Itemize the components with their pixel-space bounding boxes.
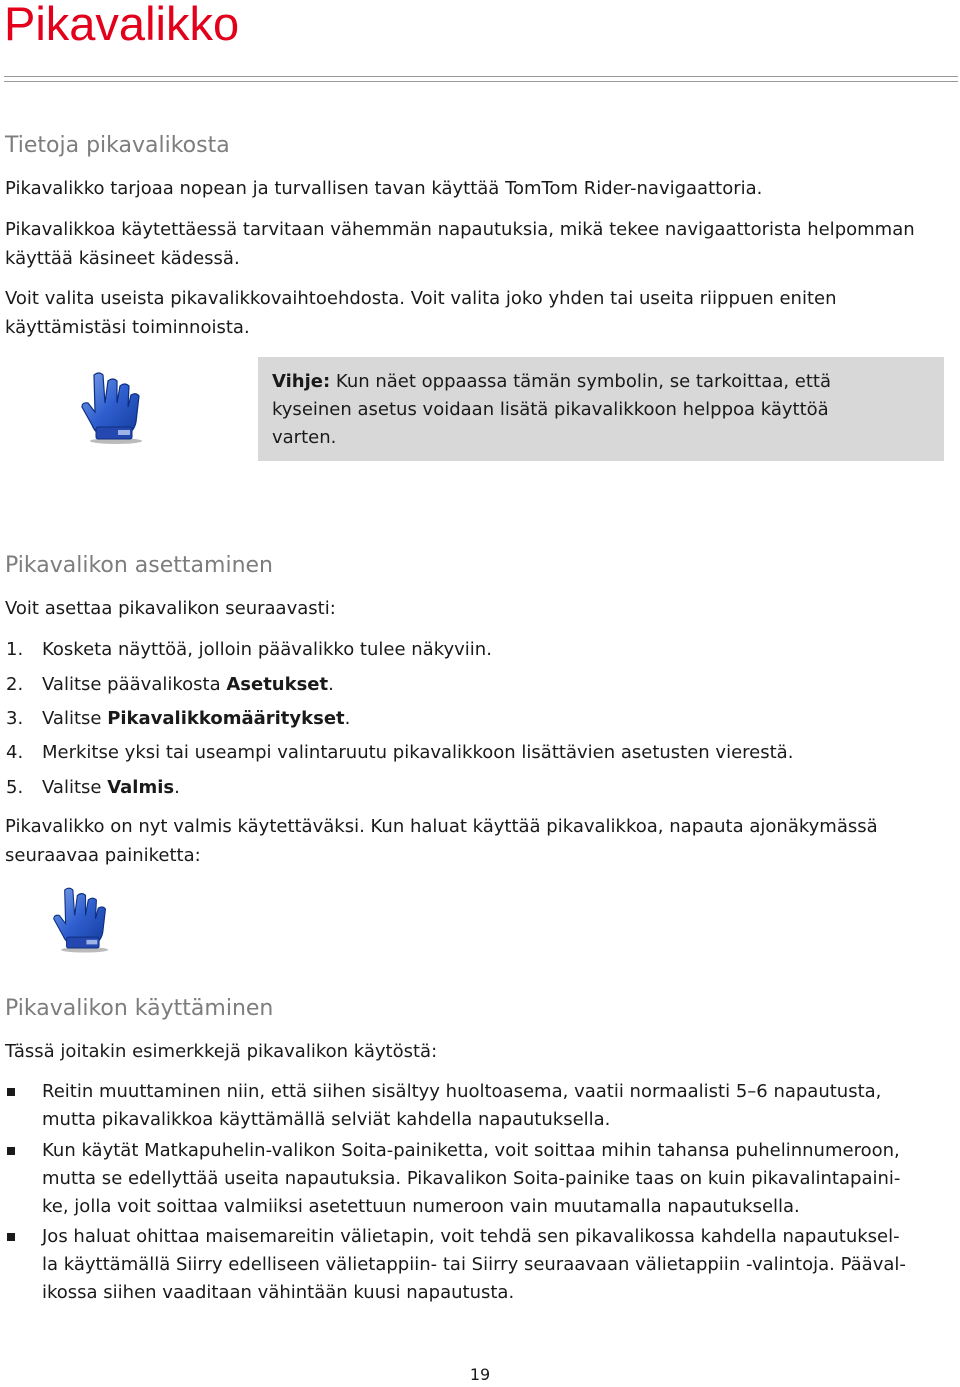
list-item <box>42 1137 960 1221</box>
setup-outro <box>5 813 960 870</box>
step-text <box>42 673 334 697</box>
header-rule-top <box>4 76 958 77</box>
list-item <box>42 1223 960 1307</box>
step-text-plain: Valitse <box>42 708 108 729</box>
step-text-plain: Valitse päävalikosta <box>42 674 227 695</box>
paragraph-fewer-taps-line2: käyttää käsineet kädessä. <box>5 247 240 269</box>
step-number: 2. <box>6 674 24 695</box>
paragraph-options-line2: käyttämistäsi toiminnoista. <box>5 316 250 338</box>
page-title: Pikavalikko <box>4 0 240 50</box>
usage-intro: Tässä joitakin esimerkkejä pikavalikon käytöstä: <box>5 1041 438 1062</box>
section-heading-about: Tietoja pikavalikosta <box>5 133 230 158</box>
setup-outro-line2: seuraavaa painiketta: <box>5 844 201 866</box>
bullet-square-icon <box>7 1233 15 1241</box>
tip-text <box>272 368 937 452</box>
list-item-line: ke, jolla voit soittaa valmiiksi asetettuun numeroon vain muutamalla napautuksella. <box>42 1196 800 1217</box>
setup-intro: Voit asettaa pikavalikon seuraavasti: <box>5 598 336 619</box>
bullet-square-icon <box>7 1088 15 1096</box>
step-number: 5. <box>6 777 24 798</box>
bullet-square-icon <box>7 1147 15 1155</box>
paragraph-fewer-taps <box>5 216 960 273</box>
tip-line3: varten. <box>272 427 337 448</box>
step-text-plain: Valitse <box>42 777 108 798</box>
list-item-line: Jos haluat ohittaa maisemareitin välietapin, voit tehdä sen pikavalikossa kahdella napautuksel- <box>42 1226 900 1247</box>
section-heading-setup: Pikavalikon asettaminen <box>5 553 273 578</box>
step-text <box>42 776 180 800</box>
list-item-line: Reitin muuttaminen niin, että siihen sisältyy huoltoasema, vaatii normaalisti 5–6 napautusta, <box>42 1081 882 1102</box>
quick-menu-button-icon <box>52 883 110 955</box>
step-text: Merkitse yksi tai useampi valintaruutu pikavalikkoon lisättävien asetusten vierestä. <box>42 742 794 763</box>
paragraph-options <box>5 285 960 342</box>
setup-outro-line1: Pikavalikko on nyt valmis käytettäväksi. Kun haluat käyttää pikavalikkoa, napauta ajonäkymässä <box>5 816 878 837</box>
page-number: 19 <box>469 1365 491 1384</box>
step-text-bold: Pikavalikkomääritykset <box>107 708 345 729</box>
tip-line2: kyseinen asetus voidaan lisätä pikavalikkoon helppoa käyttöä <box>272 399 829 420</box>
list-item-line: la käyttämällä Siirry edelliseen välietappiin- tai Siirry seuraavaan välietappiin -valintoja. Pääval- <box>42 1254 906 1275</box>
step-text-after: . <box>174 777 180 798</box>
list-item <box>42 1078 960 1134</box>
step-text-bold: Valmis <box>107 777 175 798</box>
step-number: 1. <box>6 639 24 660</box>
list-item-line: ikossa siihen vaaditaan vähintään kuusi napautusta. <box>42 1282 515 1303</box>
hand-pointer-icon <box>80 369 144 445</box>
step-text-after: . <box>344 708 351 729</box>
step-text <box>42 707 350 731</box>
step-text-bold: Asetukset <box>226 674 329 695</box>
tip-line1: Kun näet oppaassa tämän symbolin, se tarkoittaa, että <box>330 371 832 392</box>
paragraph-options-line1: Voit valita useista pikavalikkovaihtoehdosta. Voit valita joko yhden tai useita riippuen eniten <box>5 288 837 309</box>
section-heading-usage: Pikavalikon käyttäminen <box>5 996 274 1021</box>
list-item-line: mutta se edellyttää useita napautuksia. Pikavalikon Soita-painike taas on kuin pikavalintapaini- <box>42 1168 901 1189</box>
step-number: 3. <box>6 708 24 729</box>
step-number: 4. <box>6 742 24 763</box>
step-text-after: . <box>328 674 334 695</box>
tip-label: Vihje: <box>272 371 331 392</box>
list-item-line: mutta pikavalikkoa käyttämällä selviät kahdella napautuksella. <box>42 1109 611 1130</box>
list-item-line: Kun käytät Matkapuhelin-valikon Soita-painiketta, voit soittaa mihin tahansa puhelinnumeroon, <box>42 1140 900 1161</box>
paragraph-fewer-taps-line1: Pikavalikkoa käytettäessä tarvitaan vähemmän napautuksia, mikä tekee navigaattorista helpomman <box>5 219 915 240</box>
header-rule-bottom <box>4 81 958 82</box>
step-text: Kosketa näyttöä, jolloin päävalikko tulee näkyviin. <box>42 639 492 660</box>
paragraph-intro: Pikavalikko tarjoaa nopean ja turvallisen tavan käyttää TomTom Rider-navigaattoria. <box>5 178 763 199</box>
